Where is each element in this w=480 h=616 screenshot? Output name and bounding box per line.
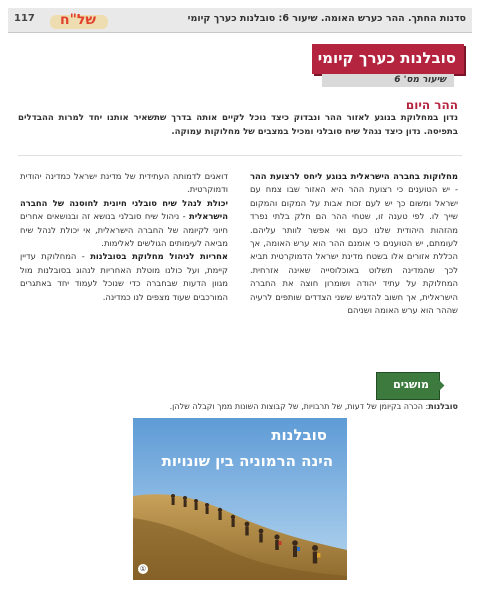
- photo-caption-line2: הינה הרמוניה בין שונויות: [161, 452, 333, 470]
- paragraph: [20, 170, 228, 197]
- lesson-title: סובלנות כערך קיומי: [317, 49, 456, 67]
- concept-term: סובלנות: [428, 402, 458, 411]
- photo-caption-line1: סובלנות: [271, 426, 327, 444]
- photo-corner-mark: ①: [139, 565, 147, 573]
- paragraph-lead: אחריות לניהול מחלוקת בסובלנות: [90, 251, 228, 262]
- lesson-number: שיעור מס' 6: [394, 75, 446, 85]
- paragraph: [20, 250, 228, 304]
- concepts-badge-label: מושגים: [393, 378, 429, 391]
- hikers-photo: [133, 418, 347, 580]
- paragraph-body: - יש הטוענים כי רצועת ההר היא האזור שבו צמח עם ישראל ומשום כך יש לעם זכות אבות על המקום והמקום שייך לו. לפי טענה זו, שטחי ההר הם חלק בלתי נפרד מהזהות היהודית שלנו כעם ואי אפשר לוותר עליהם. לעומתם, יש הטוענים כי אומנם ההר הוא ערש האומה, אך הכללת אזורים אלו בשטח מדינת ישראל הדמוקרטית תביא לכך שהמדינה תשלוט באוכלוסייה שאינה אזרחית. המחלוקת על עתיד יהודה ושומרון חוצה את החברה הישראלית, אך חשוב להדגיש ששני הצדדים שותפים לרעיה שההר הוא ערש האומה ושניהם: [250, 184, 458, 316]
- logo-text: של"ח: [60, 12, 96, 28]
- paragraph-body: דואגים לדמותה העתידית של מדינת ישראל כמדינה יהודית ודמוקרטית.: [20, 171, 228, 195]
- paragraph-lead: מחלוקות בחברה הישראלית בנוגע ליחס לרצועת ההר: [250, 171, 458, 181]
- concept-text: : הכרה בקיומן של דעות, של תרבויות, של קבוצות השונות ממך וקבלה שלהן.: [169, 402, 429, 411]
- page-number: 117: [14, 13, 35, 24]
- paragraph: [20, 197, 228, 251]
- lesson-number-bar: [322, 74, 454, 87]
- running-title: סדנות החתך. ההר כערש האומה. שיעור 6: סובלנות כערך קיומי: [187, 13, 466, 24]
- concepts-badge: [376, 372, 440, 400]
- running-header: [8, 8, 472, 33]
- text-column-left: [20, 170, 228, 304]
- section-heading: ההר היום: [405, 98, 458, 112]
- section-intro: נדון במחלוקת בנוגע לאזור ההר ונבדוק כיצד נוכל לקיים אותה בדרך שתשאיר אותנו יחד למרות ההבדלים בתפיסה. נדון כיצד נגהל שיח סובלני ומכיל במצבים של מחלוקות עמוקה.: [18, 113, 458, 137]
- text-column-right: [250, 170, 458, 317]
- paragraph-body: - המחלוקת עדיין קיימת, ועל כולנו מוטלת האחריות לנהוג בסובלנות מול מגוון הדעות שבחברה כדי שנוכל לעמוד יחד באתגרים המורכבים שעוד מצפים לנו כמדינה.: [20, 251, 228, 302]
- paragraph-lead: יכולת לנהל שיח סובלני חיונית לחוסנה של החברה הישראלית: [20, 197, 228, 222]
- paragraph: [250, 170, 458, 317]
- badge-pointer: [435, 381, 445, 391]
- concept-definition: [38, 401, 458, 413]
- shelach-logo: [44, 10, 112, 30]
- paragraph-body: - ניהול שיח סובלני בנושא זה ובנושאים אחרים חיוני לקיומה של החברה הישראלית, אי יכולת לנהל שיח מביאה לעימותים הגולשים לאלימות.: [20, 211, 228, 249]
- divider: [18, 155, 462, 156]
- lesson-title-banner: [312, 44, 464, 74]
